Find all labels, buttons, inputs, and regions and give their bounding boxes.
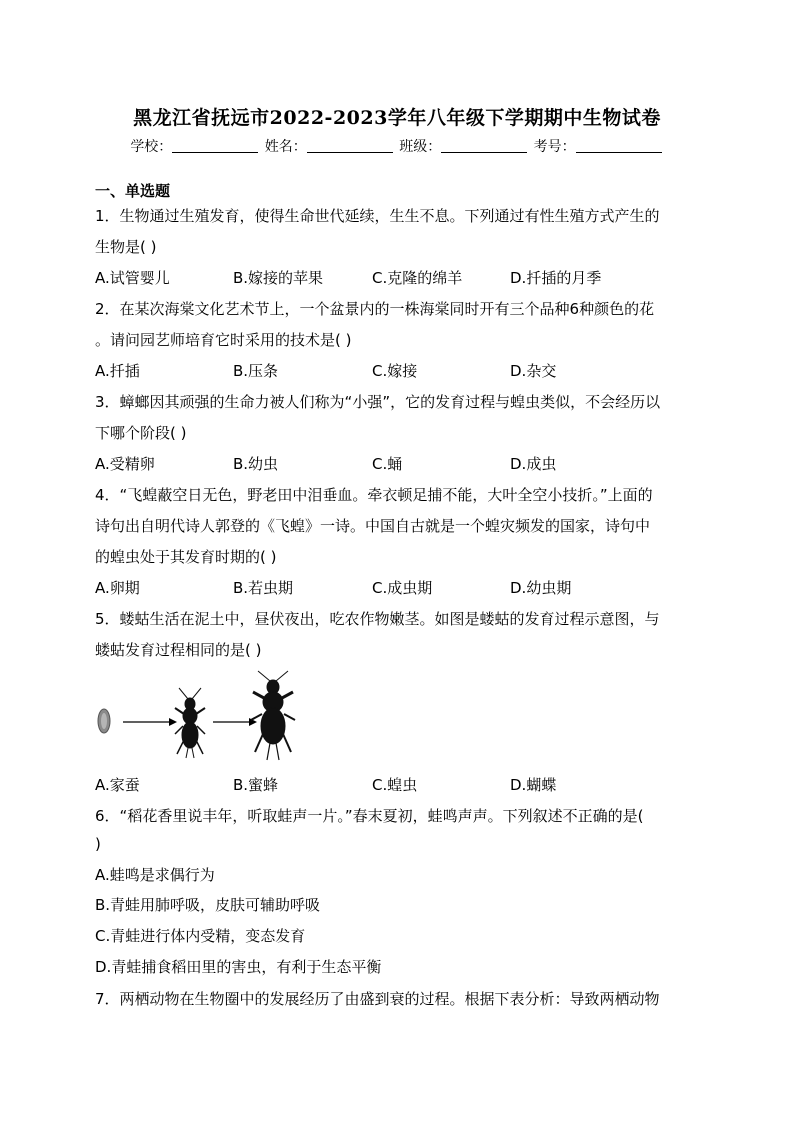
q5-option-c: C.蝗虫 [372, 776, 418, 794]
q1-line-1: 1．生物通过生殖发育，使得生命世代延续，生生不息。下列通过有性生殖方式产生的 [95, 207, 660, 225]
adult-mole-cricket-icon [251, 671, 295, 760]
q7-line-1: 7．两栖动物在生物圈中的发展经历了由盛到衰的过程。根据下表分析：导致两栖动物 [95, 990, 660, 1008]
q3-line-1: 3．蟑螂因其顽强的生命力被人们称为“小强”，它的发育过程与蝗虫类似，不会经历以 [95, 393, 661, 411]
q1-option-b: B.嫁接的苹果 [233, 269, 324, 287]
student-info-row [0, 136, 794, 156]
q4-option-a: A.卵期 [95, 579, 140, 597]
q4-line-2: 诗句出自明代诗人郭登的《飞蝗》一诗。中国自古就是一个蝗灾频发的国家，诗句中 [95, 517, 651, 535]
exam-number-label: 考号： [533, 139, 576, 155]
q3-option-a: A.受精卵 [95, 455, 155, 473]
q5-option-d: D.蝴蝶 [510, 776, 557, 794]
class-label: 班级： [399, 139, 442, 155]
q3-option-c: C.蛹 [372, 455, 403, 473]
q4-option-c: C.成虫期 [372, 579, 433, 597]
q3-option-b: B.幼虫 [233, 455, 279, 473]
q1-option-d: D.扦插的月季 [510, 269, 602, 287]
section-heading: 一、单选题 [95, 182, 171, 200]
q6-option-b: B.青蛙用肺呼吸，皮肤可辅助呼吸 [95, 896, 321, 914]
class-blank[interactable] [441, 138, 527, 153]
exam-number-blank[interactable] [576, 138, 662, 153]
q5-option-a: A.家蚕 [95, 776, 140, 794]
q2-line-1: 2．在某次海棠文化艺术节上，一个盆景内的一株海棠同时开有三个品种6种颜色的花 [95, 300, 655, 318]
q6-option-c: C.青蛙进行体内受精，变态发育 [95, 927, 306, 945]
q2-option-c: C.嫁接 [372, 362, 418, 380]
q3-line-2: 下哪个阶段( ) [95, 424, 187, 442]
q1-option-c: C.克隆的绵羊 [372, 269, 463, 287]
q2-line-2: 。请问园艺师培育它时采用的技术是( ) [95, 331, 352, 349]
q1-option-a: A.试管婴儿 [95, 269, 170, 287]
q5-line-2: 蝼蛄发育过程相同的是( ) [95, 641, 262, 659]
nymph-icon [175, 688, 205, 758]
q4-line-3: 的蝗虫处于其发育时期的( ) [95, 548, 277, 566]
q6-line-2: ) [95, 835, 101, 853]
q6-line-1: 6．“稻花香里说丰年，听取蛙声一片。”春末夏初，蛙鸣声声。下列叙述不正确的是( [95, 807, 644, 825]
school-label: 学校： [130, 139, 173, 155]
q4-option-b: B.若虫期 [233, 579, 294, 597]
q5-line-1: 5．蝼蛄生活在泥土中，昼伏夜出，吃农作物嫩茎。如图是蝼蛄的发育过程示意图，与 [95, 610, 660, 628]
page-title: 黑龙江省抚远市2022-2023学年八年级下学期期中生物试卷 [133, 107, 661, 129]
name-label: 姓名： [264, 139, 307, 155]
q4-line-1: 4．“飞蝗蔽空日无色，野老田中泪垂血。牵衣顿足捕不能，大叶全空小技折。”上面的 [95, 486, 653, 504]
q5-option-b: B.蜜蜂 [233, 776, 279, 794]
mole-cricket-development-figure [95, 668, 415, 763]
q4-option-d: D.幼虫期 [510, 579, 572, 597]
arrow-1-head [169, 718, 177, 726]
school-blank[interactable] [172, 138, 258, 153]
q6-option-a: A.蛙鸣是求偶行为 [95, 866, 215, 884]
q2-option-b: B.压条 [233, 362, 279, 380]
q6-option-d: D.青蛙捕食稻田里的害虫，有利于生态平衡 [95, 958, 382, 976]
q3-option-d: D.成虫 [510, 455, 557, 473]
q1-line-2: 生物是( ) [95, 238, 157, 256]
q2-option-d: D.杂交 [510, 362, 557, 380]
q2-option-a: A.扦插 [95, 362, 140, 380]
egg-highlight [101, 713, 107, 729]
name-blank[interactable] [307, 138, 393, 153]
